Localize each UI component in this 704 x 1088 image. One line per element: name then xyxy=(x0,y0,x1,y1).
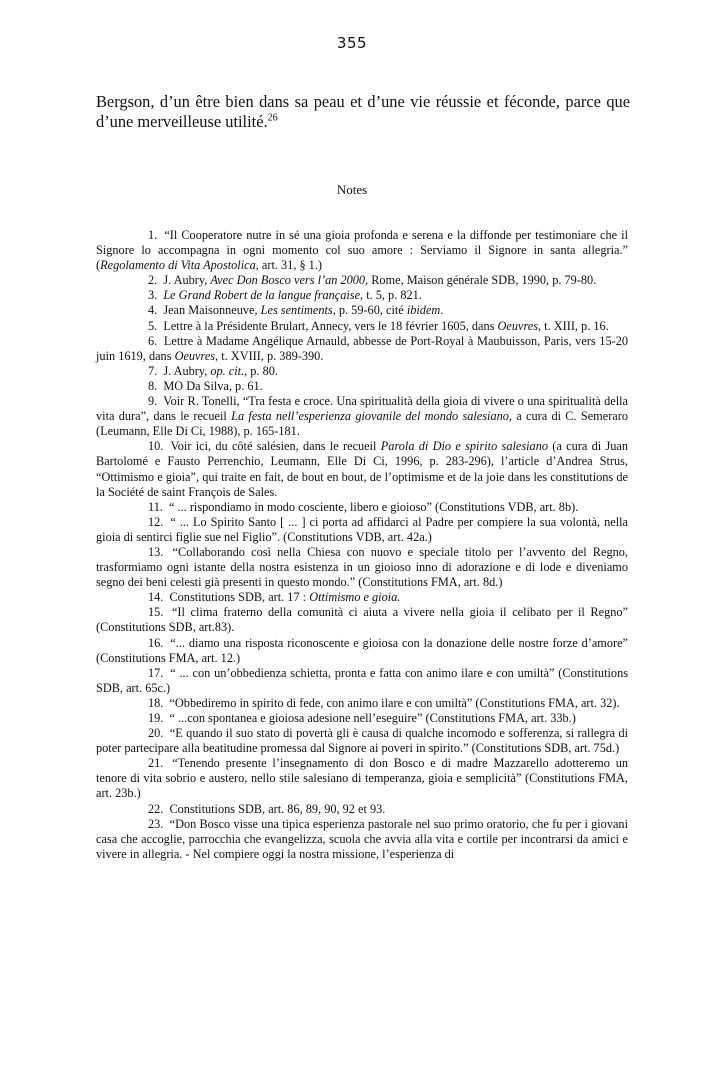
note-italic-text: op. cit. xyxy=(210,363,245,378)
note-item xyxy=(96,666,628,696)
note-text: (a cura di Juan Bartolomé e Fausto Perrenchio, Leumann, Elle Di Ci, 1996, p. 283-296), l’article d’Andrea Strus, “Ottimismo e gioia”, qui traite en fait, de bout en bout, de l’optimisme et de la joie dans les constitutions de la Société de saint François de Sales. xyxy=(96,439,628,499)
note-number: 22. xyxy=(148,801,164,816)
note-item xyxy=(96,802,628,817)
note-text: J. Aubry, xyxy=(163,363,211,378)
note-italic-text: Regolamento di Vita Apostolica xyxy=(100,258,256,273)
note-text: , a cura di C. Semeraro (Leumann, Elle Di Ci, 1988), p. 165-181. xyxy=(96,409,628,439)
note-text: . xyxy=(440,303,444,318)
note-text: Lettre à Madame Angélique Arnauld, abbesse de Port-Royal à Maubuisson, Paris, vers 15-20 juin 1619, dans xyxy=(96,333,628,363)
note-italic-text: Les sentiments xyxy=(260,303,333,318)
note-text: Constitutions SDB, art. 17 : xyxy=(169,590,310,605)
note-number: 12. xyxy=(148,514,164,529)
note-text: J. Aubry, xyxy=(163,273,211,288)
note-text: , t. XIII, p. 16. xyxy=(538,318,609,333)
note-item xyxy=(96,817,628,862)
note-item xyxy=(96,605,628,635)
note-italic-text: Avec Don Bosco vers l’an 2000 xyxy=(210,273,366,288)
note-number: 23. xyxy=(148,816,164,831)
note-text: , t. 5, p. 821. xyxy=(360,288,422,303)
note-number: 2. xyxy=(148,273,158,288)
note-number: 4. xyxy=(148,303,158,318)
note-text: Voir ici, du côté salésien, dans le recueil xyxy=(170,439,381,454)
note-text: , Rome, Maison générale SDB, 1990, p. 79-80. xyxy=(365,273,597,288)
note-number: 1. xyxy=(148,228,158,242)
note-number: 21. xyxy=(148,756,164,771)
note-item xyxy=(96,288,628,303)
note-text: “Il Cooperatore nutre in sé una gioia profonda e serena e la diffonde per testimoniare che il Signore lo accompagna in ogni momento col suo amore : Serviamo il Signore in santa allegria.” ( xyxy=(96,228,629,273)
note-number: 3. xyxy=(148,288,158,303)
note-number: 7. xyxy=(148,363,158,378)
note-text: , p. 59-60, cité xyxy=(332,303,407,318)
note-text: “Il clima fraterno della comunità ci aiuta a vivere nella gioia il celibato per il Regno” (Constitutions SDB, art.83). xyxy=(96,605,628,635)
note-item xyxy=(96,394,628,439)
note-italic-text: Parola di Dio e spirito salesiano xyxy=(380,439,548,454)
note-text: , p. 80. xyxy=(244,363,278,378)
note-italic-text: Oeuvres xyxy=(174,348,216,363)
note-item xyxy=(96,756,628,801)
note-number: 9. xyxy=(148,394,158,409)
body-text: Bergson, d’un être bien dans sa peau et d’une vie réussie et féconde, parce que d’une merveilleuse utilité. xyxy=(96,92,630,131)
notes-list xyxy=(96,228,628,862)
note-item xyxy=(96,590,628,605)
note-number: 11. xyxy=(148,499,163,514)
note-item xyxy=(96,696,628,711)
note-item xyxy=(96,545,628,590)
note-text: “E quando il suo stato di povertà gli è causa di qualche incomodo e sofferenza, si rallegra di poter partecipare alla beatitudine promessa dal Signore ai poveri in spirito.” (Constitutions SDB, art. 75d.) xyxy=(96,726,629,756)
note-number: 5. xyxy=(148,318,158,333)
note-item xyxy=(96,726,628,756)
note-number: 13. xyxy=(148,544,164,559)
note-number: 18. xyxy=(148,695,164,710)
note-italic-text: ibidem xyxy=(406,303,441,318)
note-item xyxy=(96,334,628,364)
note-item xyxy=(96,379,628,394)
note-text: MO Da Silva, p. 61. xyxy=(163,378,263,393)
note-text: “ ...con spontanea e gioiosa adesione nell’eseguire” (Constitutions FMA, art. 33b.) xyxy=(169,711,576,725)
notes-heading: Notes xyxy=(336,182,368,197)
note-text: “... diamo una risposta riconoscente e gioiosa con la donazione delle nostre forze d’amore” (Constitutions FMA, art. 12.) xyxy=(96,635,628,665)
note-text: Constitutions SDB, art. 86, 89, 90, 92 et 93. xyxy=(169,801,386,816)
body-paragraph xyxy=(96,92,630,132)
note-text: “Collaborando così nella Chiesa con nuovo e speciale titolo per l’avvento del Regno, trasformiamo ogni istante della nostra esistenza in un gioioso inno di adorazione e di lode e diveniamo segno dei beni celesti già presenti in questo mondo.” (Constitutions FMA, art. 8d.) xyxy=(96,544,628,590)
note-item xyxy=(96,500,628,515)
note-text: “Don Bosco visse una tipica esperienza pastorale nel suo primo oratorio, che fu per i giovani casa che accoglie, parrocchia che evangelizza, scuola che avvia alla vita e cortile per incontrarsi da amici e vivere in allegria. - Nel compiere oggi la nostra missione, l’esperienza di xyxy=(96,816,629,861)
note-number: 6. xyxy=(148,333,158,348)
note-number: 8. xyxy=(148,378,158,393)
note-text: Voir R. Tonelli, “Tra festa e croce. Una spiritualità della gioia di vivere o una spiritualità della vita dura”, dans le recueil xyxy=(96,394,628,424)
note-number: 16. xyxy=(148,635,164,650)
note-italic-text: Le Grand Robert de la langue française xyxy=(163,288,361,303)
note-number: 20. xyxy=(148,726,164,741)
note-item xyxy=(96,364,628,379)
note-text: “ ... rispondiamo in modo cosciente, libero e gioioso” (Constitutions VDB, art. 8b). xyxy=(169,499,579,514)
note-italic-text: Ottimismo e gioia. xyxy=(309,590,401,605)
note-item xyxy=(96,636,628,666)
note-number: 19. xyxy=(148,711,164,725)
note-item xyxy=(96,439,628,499)
note-text: , t. XVIII, p. 389-390. xyxy=(215,348,324,363)
footnote-reference: 26 xyxy=(267,112,278,124)
note-text: “Obbediremo in spirito di fede, con animo ilare e con umiltà” (Constitutions FMA, art. 32). xyxy=(169,695,620,710)
note-number: 10. xyxy=(148,439,164,454)
note-number: 14. xyxy=(148,590,164,605)
page-number: 355 xyxy=(336,34,368,52)
note-item xyxy=(96,319,628,334)
note-number: 17. xyxy=(148,665,164,680)
note-text: “ ... Lo Spirito Santo [ ... ] ci porta ad affidarci al Padre per compiere la sua volontà, nella gioia di sentirci figlie sue nel Figlio”. (Constitutions VDB, art. 42a.) xyxy=(96,514,629,544)
note-italic-text: La festa nell’esperienza giovanile del mondo salesiano xyxy=(231,409,509,424)
note-text: “Tenendo presente l’insegnamento di don Bosco e di madre Mazzarello adotteremo un tenore di vita sobrio e austero, nello stile salesiano di temperanza, gioia e semplicità” (Constitutions FMA, art. 23b.) xyxy=(96,756,629,801)
note-text: Lettre à la Présidente Brulart, Annecy, vers le 18 février 1605, dans xyxy=(163,318,498,333)
note-text: “ ... con un’obbedienza schietta, pronta e fatta con animo ilare e con umiltà” (Constitutions SDB, art. 65c.) xyxy=(96,665,628,695)
note-number: 15. xyxy=(148,605,164,620)
note-item xyxy=(96,303,628,318)
note-item xyxy=(96,228,628,273)
note-italic-text: Oeuvres xyxy=(497,318,539,333)
note-item xyxy=(96,711,628,726)
note-text: Jean Maisonneuve, xyxy=(163,303,261,318)
note-item xyxy=(96,515,628,545)
note-text: , art. 31, § 1.) xyxy=(255,258,323,273)
note-item xyxy=(96,273,628,288)
